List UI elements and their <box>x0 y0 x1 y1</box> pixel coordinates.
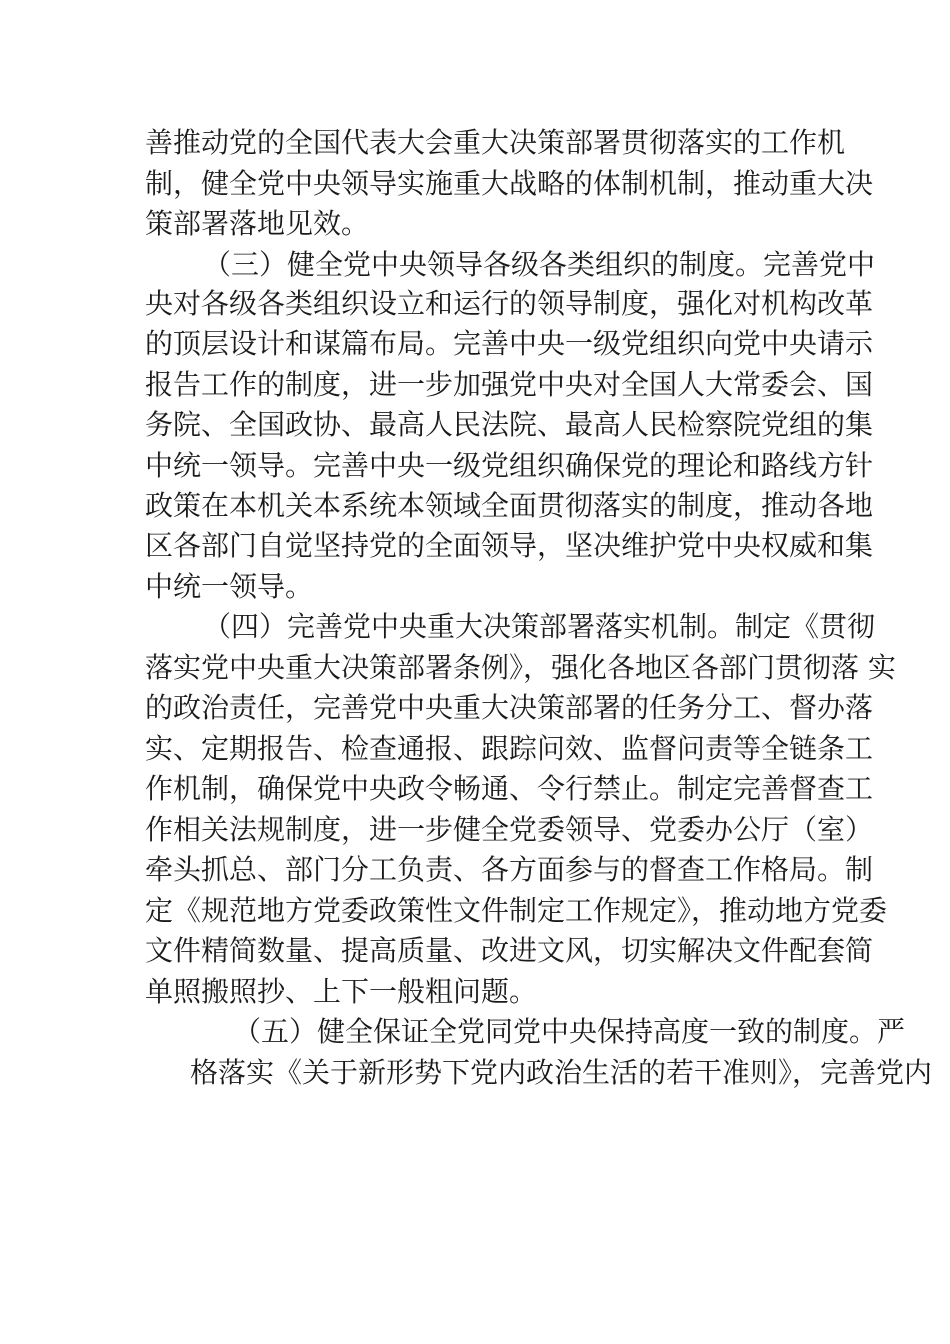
paragraph-heading-5: （五）健全保证全党同党中央保持高度一致的制度。严 <box>233 1015 906 1048</box>
text-line: 落实党中央重大决策部署条例》，强化各地区各部门贯彻落 实 <box>145 651 896 684</box>
text-line: 中统一领导。完善中央一级党组织确保党的理论和路线方针 <box>145 449 874 482</box>
text-line: 实、定期报告、检查通报、跟踪问效、监督问责等全链条工 <box>145 732 874 765</box>
text-line: 报告工作的制度，进一步加强党中央对全国人大常委会、国 <box>145 368 874 401</box>
text-line: 单照搬照抄、上下一般粗问题。 <box>145 975 538 1008</box>
text-line: 格落实《关于新形势下党内政治生活的若干准则》，完善党内 <box>190 1056 933 1089</box>
text-line: 政策在本机关本系统本领域全面贯彻落实的制度，推动各地 <box>145 489 874 522</box>
text-line: 定《规范地方党委政策性文件制定工作规定》，推动地方党委 <box>145 894 888 927</box>
text-line: 务院、全国政协、最高人民法院、最高人民检察院党组的集 <box>145 408 874 441</box>
text-line: 的政治责任，完善党中央重大决策部署的任务分工、督办落 <box>145 691 874 724</box>
text-line: 牵头抓总、部门分工负责、各方面参与的督查工作格局。制 <box>145 853 874 886</box>
text-line: 制，健全党中央领导实施重大战略的体制机制，推动重大决 <box>145 167 874 200</box>
text-line: 作机制，确保党中央政令畅通、令行禁止。制定完善督查工 <box>145 772 874 805</box>
text-line: 善推动党的全国代表大会重大决策部署贯彻落实的工作机 <box>145 126 846 159</box>
text-line: 央对各级各类组织设立和运行的领导制度，强化对机构改革 <box>145 287 874 320</box>
text-line: 中统一领导。 <box>145 570 314 603</box>
paragraph-heading-3: （三）健全党中央领导各级各类组织的制度。完善党中 <box>203 248 876 281</box>
paragraph-heading-4: （四）完善党中央重大决策部署落实机制。制定《贯彻 <box>203 610 876 643</box>
text-line: 区各部门自觉坚持党的全面领导，坚决维护党中央权威和集 <box>145 529 874 562</box>
text-line: 策部署落地见效。 <box>145 207 370 240</box>
text-line: 文件精简数量、提高质量、改进文风，切实解决文件配套简 <box>145 934 874 967</box>
text-line: 的顶层设计和谋篇布局。完善中央一级党组织向党中央请示 <box>145 327 874 360</box>
text-line: 作相关法规制度，进一步健全党委领导、党委办公厅（室） <box>145 813 874 846</box>
